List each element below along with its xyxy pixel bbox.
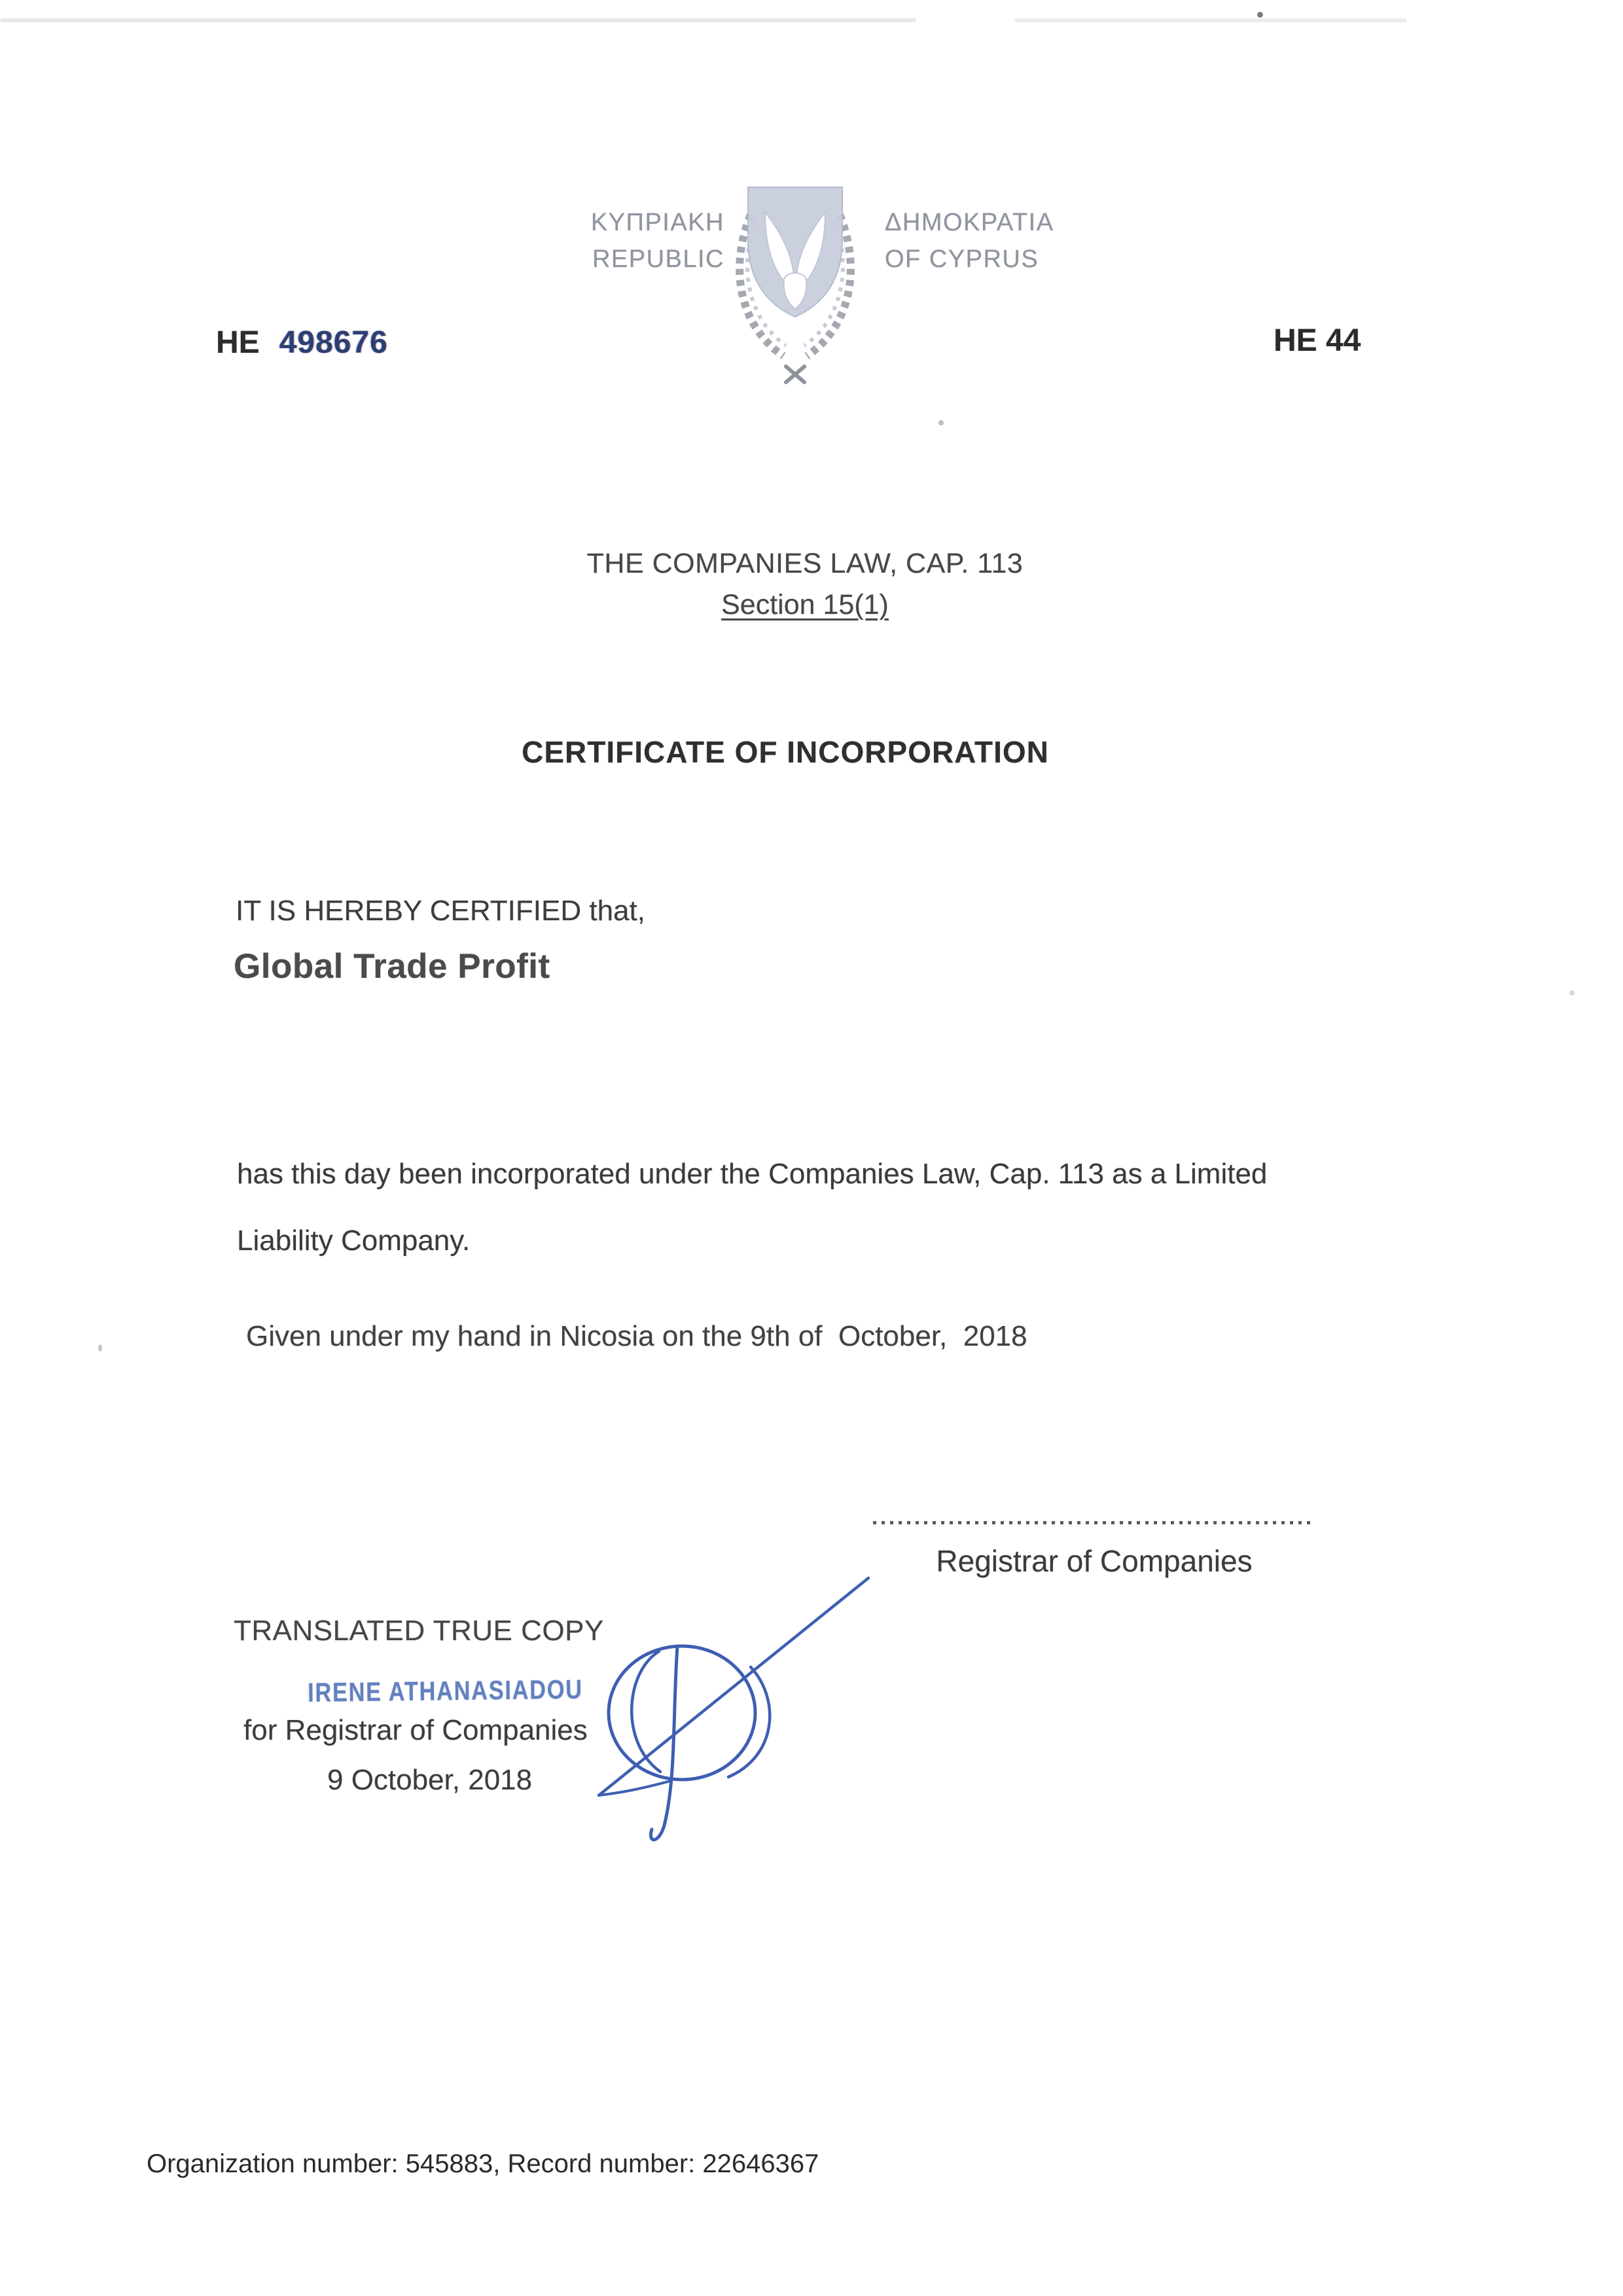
certified-statement: IT IS HEREBY CERTIFIED that, [236,895,645,927]
law-heading: THE COMPANIES LAW, CAP. 113 [586,548,1024,579]
translator-name-stamp: IRENE ATHANASIADOU [307,1674,583,1708]
company-name: Global Trade Profit [234,947,550,986]
translation-date: 9 October, 2018 [327,1764,533,1796]
registration-number [216,327,388,359]
republic-label-right [885,204,1054,278]
scan-smudge [0,18,916,22]
translated-true-copy-label: TRANSLATED TRUE COPY [234,1615,604,1647]
incorporation-paragraph-line1: has this day been incorporated under the Companies Law, Cap. 113 as a Limited [237,1158,1268,1190]
registrar-signature-icon [560,1548,900,1849]
scan-speck [938,420,944,425]
given-under-hand-line: Given under my hand in Nicosia on the 9th of October, 2018 [246,1320,1027,1352]
for-registrar-label: for Registrar of Companies [243,1714,588,1746]
cyprus-coat-of-arms-icon [710,181,880,390]
republic-label-right-line1: ΔΗΜΟΚΡΑΤΙΑ [885,209,1054,236]
scan-smudge [1014,18,1407,22]
law-section: Section 15(1) [721,589,889,620]
incorporation-paragraph-line2: Liability Company. [237,1225,471,1257]
organization-record-numbers: Organization number: 545883, Record number: 22646367 [147,2149,819,2178]
registration-number-value: 498676 [279,325,388,360]
republic-label-left [591,204,724,278]
page-title: CERTIFICATE OF INCORPORATION [522,735,1049,769]
form-code: HE 44 [1274,323,1361,358]
scan-speck [98,1344,102,1352]
registration-number-prefix: HE [216,325,260,360]
republic-label-right-line2: OF CYPRUS [885,245,1039,273]
republic-label-left-line1: ΚΥΠΡΙΑΚΗ [590,209,724,236]
scan-speck [1569,990,1575,996]
republic-label-left-line2: REPUBLIC [592,245,724,273]
scan-speck [1257,12,1263,18]
signature-dotted-line [873,1521,1315,1524]
registrar-of-companies-label: Registrar of Companies [936,1544,1253,1578]
